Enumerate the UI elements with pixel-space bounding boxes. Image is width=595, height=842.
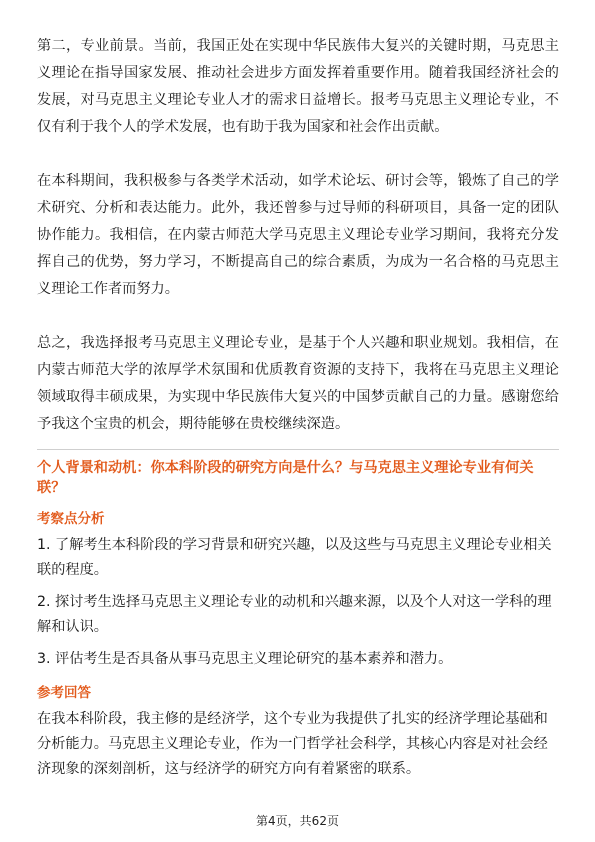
analysis-item-2: 2. 探讨考生选择马克思主义理论专业的动机和兴趣来源，以及个人对这一学科的理解和认识。	[37, 594, 552, 635]
body-paragraph-1: 第二，专业前景。当前，我国正处在实现中华民族伟大复兴的关键时期，马克思主义理论在指导国家发展、推动社会进步方面发挥着重要作用。随着我国经济社会的发展，对马克思主义理论专业人才的需求日益增长。报考马克思主义理论专业，不仅有利于我个人的学术发展，也有助于我为国家和社会作出贡献。	[37, 38, 559, 135]
answer-text: 在我本科阶段，我主修的是经济学，这个专业为我提供了扎实的经济学理论基础和分析能力。马克思主义理论专业，作为一门哲学社会科学，其核心内容是对社会经济现象的深刻剖析，这与经济学的研究方向有着紧密的联系。	[37, 711, 548, 777]
interview-question: 个人背景和动机：你本科阶段的研究方向是什么？与马克思主义理论专业有何关联？	[37, 460, 534, 496]
answer-heading: 参考回答	[37, 685, 91, 701]
section-divider	[37, 449, 559, 450]
body-paragraph-2: 在本科期间，我积极参与各类学术活动，如学术论坛、研讨会等，锻炼了自己的学术研究、分析和表达能力。此外，我还曾参与过导师的科研项目，具备一定的团队协作能力。我相信，在内蒙古师范大学马克思主义理论专业学习期间，我将充分发挥自己的优势，努力学习，不断提高自己的综合素质，为成为一名合格的马克思主义理论工作者而努力。	[37, 173, 559, 297]
document-page	[37, 33, 559, 782]
body-paragraph-3: 总之，我选择报考马克思主义理论专业，是基于个人兴趣和职业规划。我相信，在内蒙古师范大学的浓厚学术氛围和优质教育资源的支持下，我将在马克思主义理论领域取得丰硕成果，为实现中华民族伟大复兴的中国梦贡献自己的力量。感谢您给予我这个宝贵的机会，期待能够在贵校继续深造。	[37, 335, 559, 432]
analysis-heading: 考察点分析	[37, 511, 105, 527]
analysis-item-3: 3. 评估考生是否具备从事马克思主义理论研究的基本素养和潜力。	[37, 651, 453, 667]
analysis-list	[37, 533, 559, 672]
page-number: 第4页，共62页	[256, 814, 339, 828]
analysis-item-1: 1. 了解考生本科阶段的学习背景和研究兴趣，以及这些与马克思主义理论专业相关联的程度。	[37, 537, 552, 578]
